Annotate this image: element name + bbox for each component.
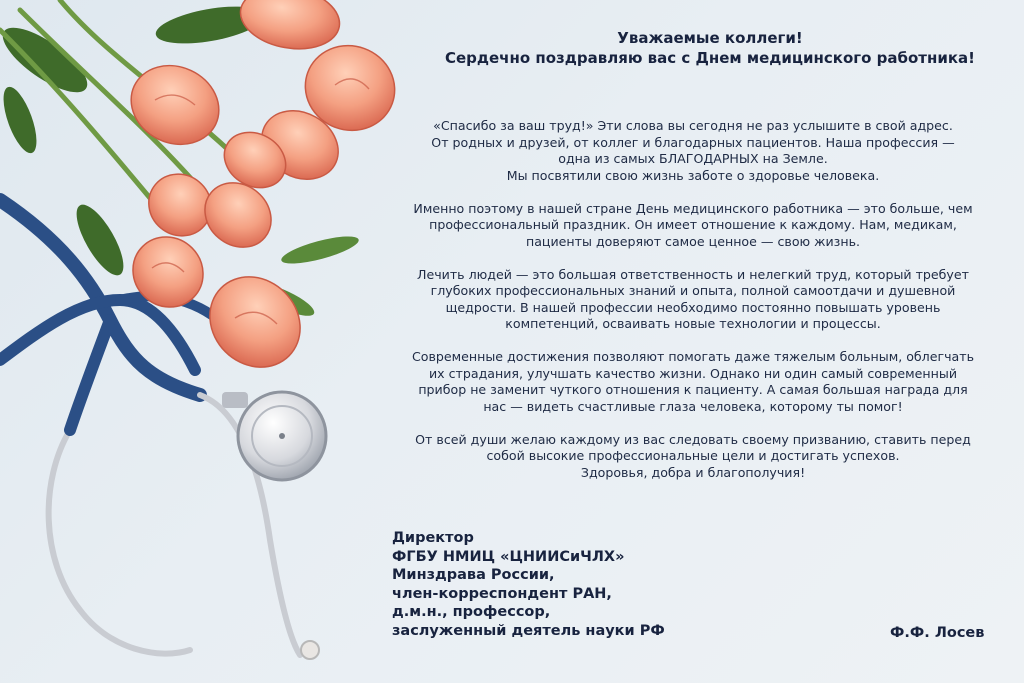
text-line: их страдания, улучшать качество жизни. Однако ни один самый современный bbox=[428, 365, 958, 381]
paragraph-3 bbox=[378, 267, 1008, 333]
signer-name: Ф.Ф. Лосев bbox=[890, 625, 985, 641]
roses bbox=[118, 0, 400, 386]
text-line: глубоких профессиональных знаний и опыта, полной самоотдачи и душевной bbox=[430, 283, 956, 298]
text-line: профессиональный праздник. Он имеет отношение к каждому. Нам, медикам, bbox=[429, 217, 957, 232]
roses-stethoscope-illustration bbox=[0, 0, 400, 683]
text-line: Здоровья, добра и благополучия! bbox=[580, 464, 806, 480]
text-line: компетенций, осваивать новые технологии и процессы. bbox=[505, 316, 881, 331]
text-line: От родных и друзей, от коллег и благодарных пациентов. Наша профессия — bbox=[431, 134, 955, 150]
letter-body bbox=[378, 118, 1008, 498]
text-line: щедрости. В нашей профессии необходимо постоянно повышать уровень bbox=[445, 299, 941, 315]
greeting-line-1: Уважаемые коллеги! bbox=[617, 29, 803, 47]
signature-degree: д.м.н., профессор, bbox=[392, 604, 551, 620]
stethoscope-chest-piece bbox=[222, 392, 326, 480]
signature-block bbox=[392, 529, 665, 640]
text-line: Современные достижения позволяют помогать даже тяжелым больным, облегчать bbox=[411, 349, 975, 364]
text-line: Лечить людей — это большая ответственность и нелегкий труд, который требует bbox=[417, 266, 969, 282]
text-line: От всей души желаю каждому из вас следовать своему призванию, ставить перед bbox=[415, 431, 971, 447]
paragraph-4 bbox=[378, 349, 1008, 415]
signature-title: Директор bbox=[392, 530, 474, 546]
text-line: собой высокие профессиональные цели и достигать успехов. bbox=[486, 448, 900, 463]
paragraph-2 bbox=[378, 201, 1008, 251]
signature-organization: ФГБУ НМИЦ «ЦНИИСиЧЛХ» bbox=[392, 548, 625, 565]
greeting-line-2: Сердечно поздравляю вас с Днем медицинского работника! bbox=[444, 49, 976, 67]
signature-academy: член-корреспондент РАН, bbox=[392, 585, 612, 602]
greeting bbox=[400, 28, 1020, 68]
text-line: Мы посвятили свою жизнь заботе о здоровье человека. bbox=[506, 167, 880, 183]
signature-ministry: Минздрава России, bbox=[392, 567, 555, 583]
text-line: «Спасибо за ваш труд!» Эти слова вы сегодня не раз услышите в свой адрес. bbox=[433, 118, 953, 133]
paragraph-5 bbox=[378, 432, 1008, 482]
text-line: одна из самых БЛАГОДАРНЫХ на Земле. bbox=[558, 151, 828, 166]
text-line: Именно поэтому в нашей стране День медицинского работника — это больше, чем bbox=[413, 200, 973, 216]
text-line: пациенты доверяют самое ценное — свою жизнь. bbox=[525, 233, 861, 249]
signature-honor: заслуженный деятель науки РФ bbox=[392, 622, 665, 639]
text-line: прибор не заменит чуткого отношения к пациенту. А самая большая награда для bbox=[418, 382, 968, 397]
text-line: нас — видеть счастливые глаза человека, которому ты помог! bbox=[483, 398, 903, 414]
paragraph-1 bbox=[378, 118, 1008, 184]
